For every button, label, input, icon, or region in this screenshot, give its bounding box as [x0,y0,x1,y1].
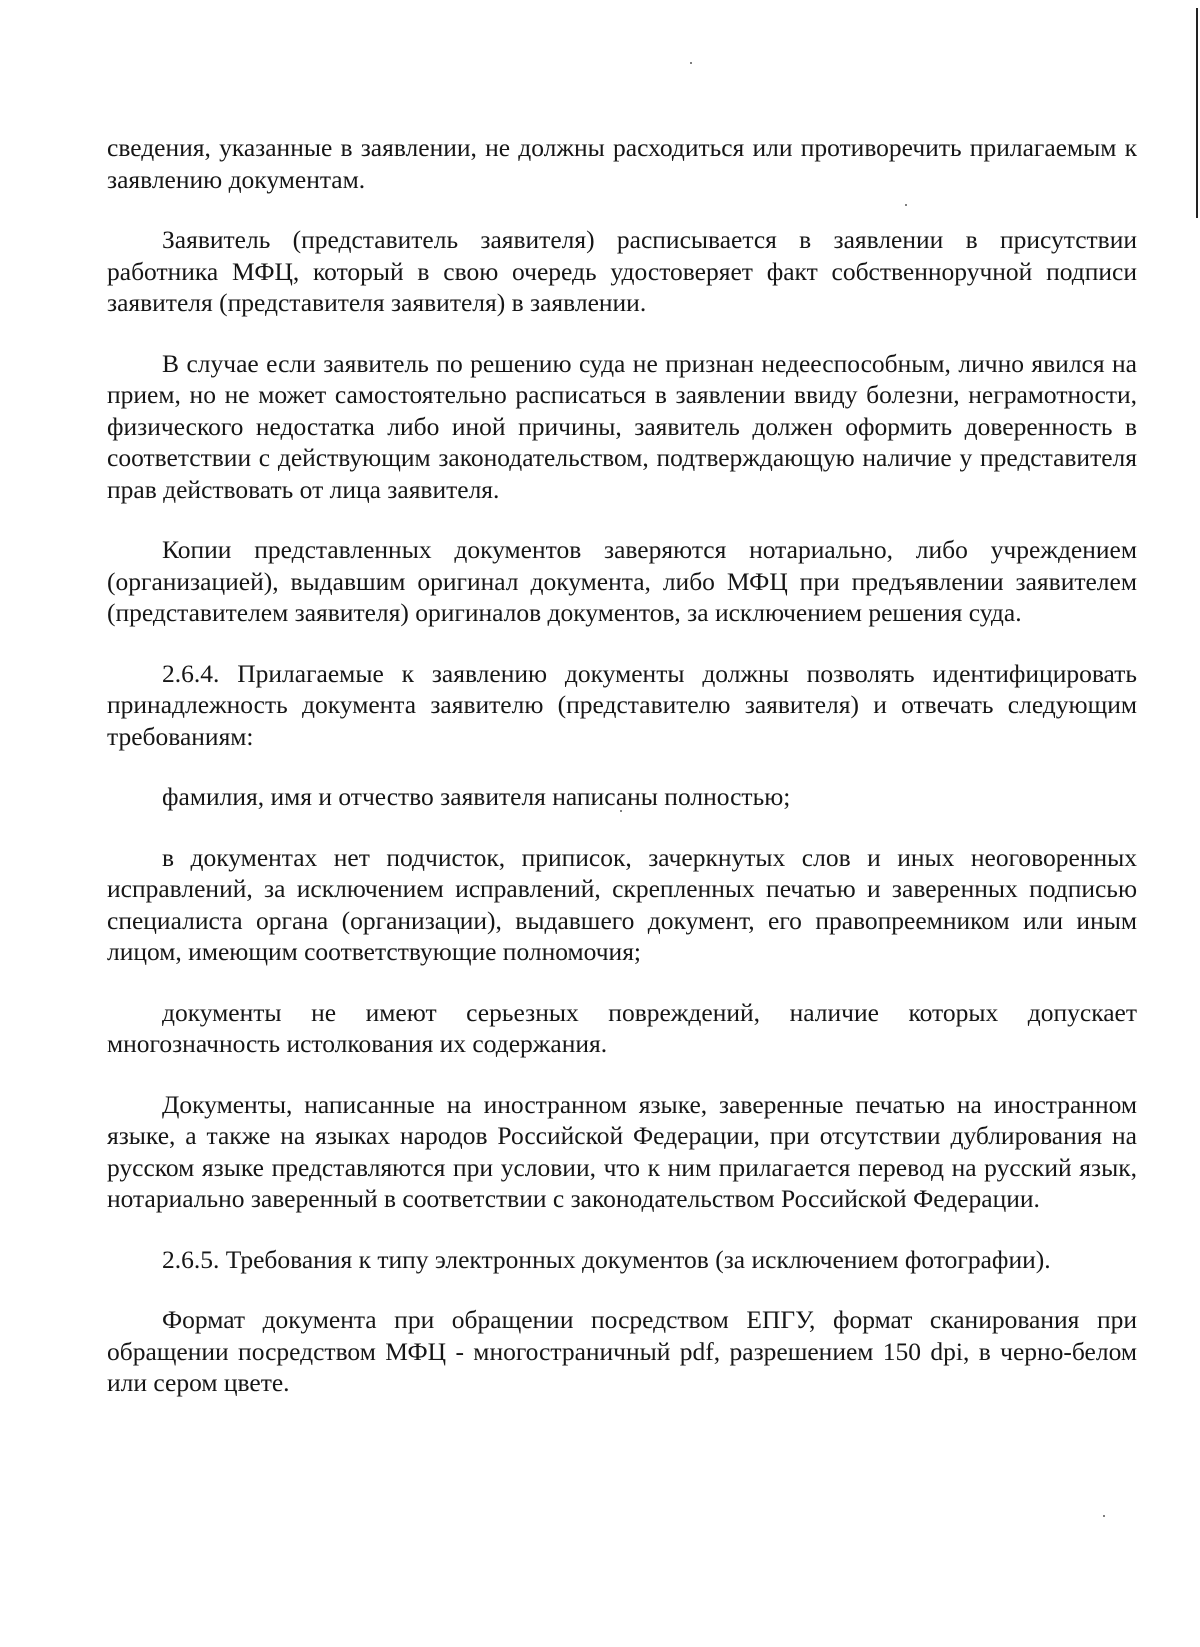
paragraph-continuation: сведения, указанные в заявлении, не должны расходиться или противоречить прилагаемым к заявлению документам. [107,133,1137,194]
scan-edge-mark [1196,8,1198,218]
paragraph-file-format: Формат документа при обращении посредством ЕПГУ, формат сканирования при обращении посредством МФЦ - многостраничный pdf, разрешением 150 dpi, в черно-белом или сером цвете. [107,1305,1137,1397]
paragraph-requirement-name: фамилия, имя и отчество заявителя написаны полностью; [162,782,791,811]
paragraph-requirement-corrections: в документах нет подчисток, приписок, зачеркнутых слов и иных неоговоренных исправлений, за исключением исправлений, скрепленных печатью и заверенных подписью специалиста органа (организации), выдавшего документ, его правопреемником или иным лицом, имеющим соответствующие полномочия; [107,842,1137,966]
paragraph-signature: Заявитель (представитель заявителя) расписывается в заявлении в присутствии работника МФЦ, который в свою очередь удостоверяет факт собственноручной подписи заявителя (представителя заявителя) в заявлении. [107,225,1137,317]
paragraph-copies-certification: Копии представленных документов заверяются нотариально, либо учреждением (организацией), выдавшим оригинал документа, либо МФЦ при предъявлении заявителем (представителем заявителя) оригиналов документов, за исключением решения суда. [107,535,1137,627]
paragraph-requirement-damage: документы не имеют серьезных повреждений, наличие которых допускает многозначность истолкования их содержания. [107,997,1137,1058]
scan-speck [690,62,692,64]
paragraph-section-2-6-4: 2.6.4. Прилагаемые к заявлению документы должны позволять идентифицировать принадлежность документа заявителю (представителю заявителя) и отвечать следующим требованиям: [107,658,1137,751]
paragraph-section-2-6-5: 2.6.5. Требования к типу электронных документов (за исключением фотографии). [162,1244,1051,1274]
paragraph-power-of-attorney: В случае если заявитель по решению суда не признан недееспособным, лично явился на прием, но не может самостоятельно расписаться в заявлении ввиду болезни, неграмотности, физического недостатка либо иной причины, заявитель должен оформить доверенность в соответствии с действующим законодательством, подтверждающую наличие у представителя прав действовать от лица заявителя. [107,348,1137,504]
scan-speck [1103,1515,1105,1517]
paragraph-foreign-language: Документы, написанные на иностранном языке, заверенные печатью на иностранном языке, а также на языках народов Российской Федерации, при отсутствии дублирования на русском языке представляются при условии, что к ним прилагается перевод на русский язык, нотариально заверенный в соответствии с законодательством Российской Федерации. [107,1089,1137,1213]
document-body [107,132,1137,1428]
